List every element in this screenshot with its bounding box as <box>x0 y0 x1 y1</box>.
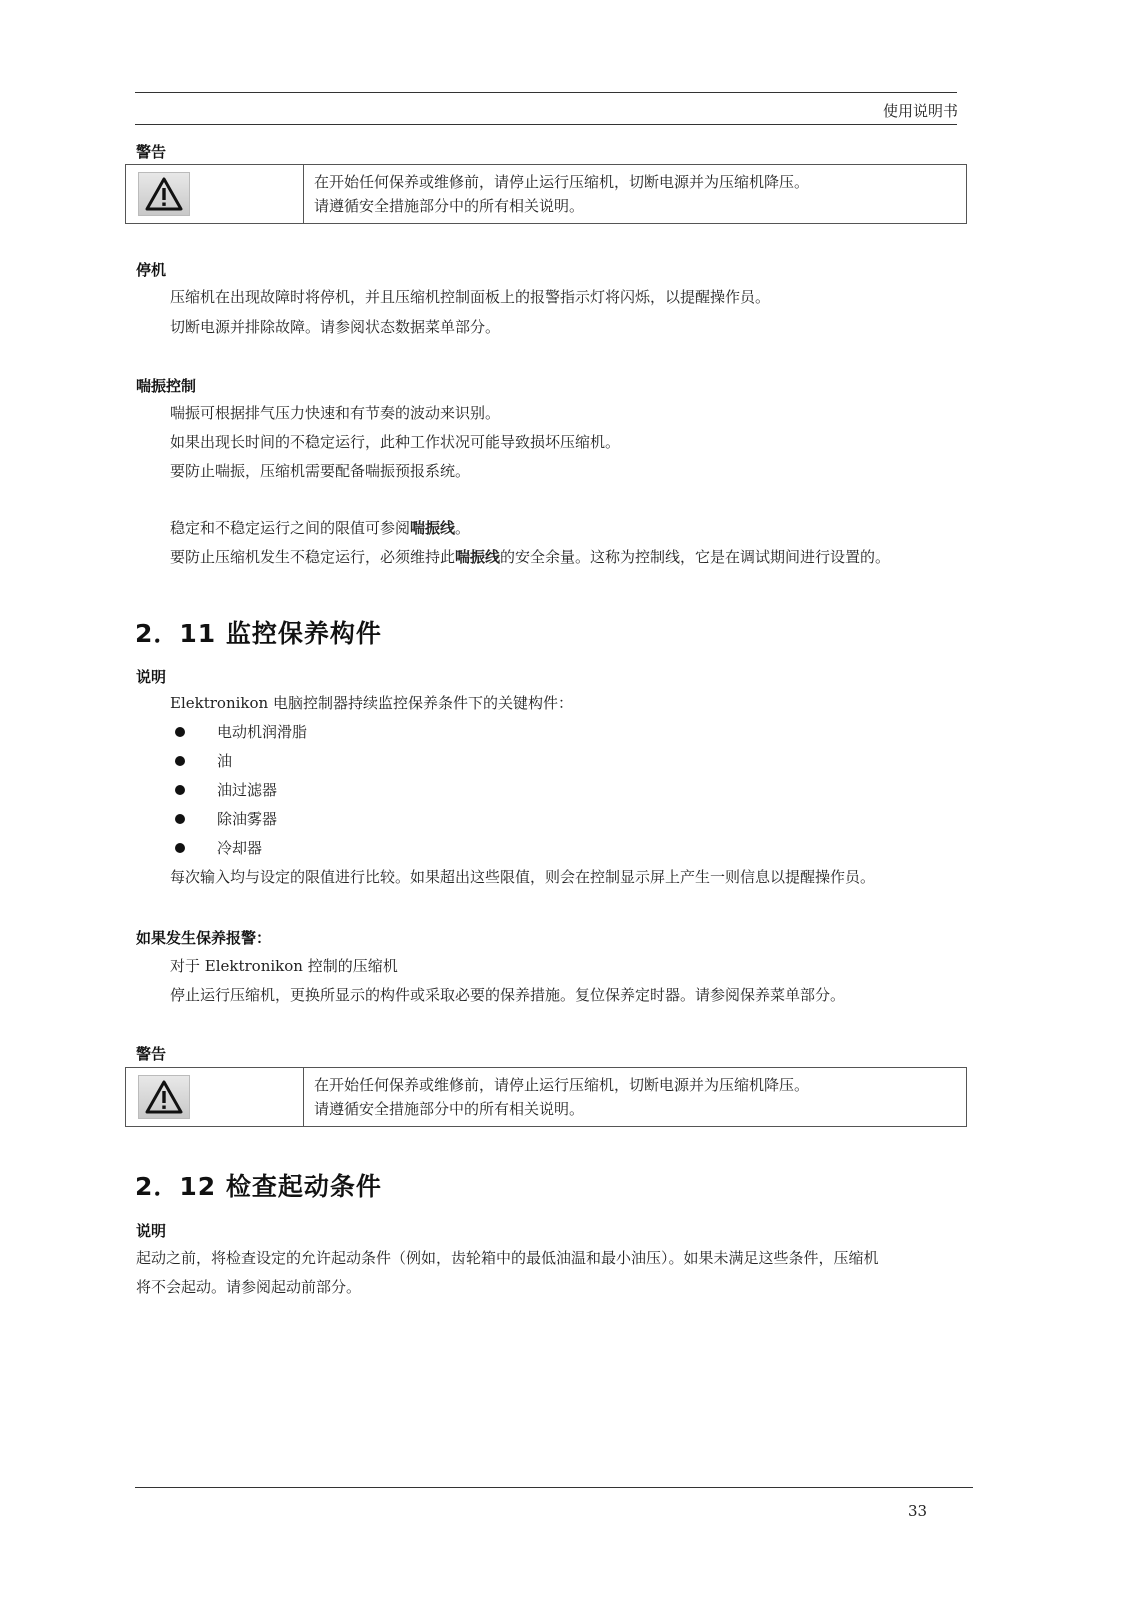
surge-title: 喘振控制 <box>136 377 197 395</box>
warning-triangle-icon <box>138 1075 190 1119</box>
list-item <box>175 809 277 829</box>
shutdown-line-1: 压缩机在出现故障时将停机，并且压缩机控制面板上的报警指示灯将闪烁，以提醒操作员。 <box>170 288 771 306</box>
maintenance-alarm-line-1: 对于 Elektronikon 控制的压缩机 <box>170 957 398 975</box>
warning-line-2: 请遵循安全措施部分中的所有相关说明。 <box>314 197 585 215</box>
warning-triangle-icon <box>138 172 190 216</box>
warning-icon-cell <box>126 165 304 223</box>
list-item <box>175 838 262 858</box>
surge-line-4 <box>170 518 470 538</box>
warning-line-1: 在开始任何保养或维修前，请停止运行压缩机，切断电源并为压缩机降压。 <box>314 173 810 191</box>
section-2-11-desc-label: 说明 <box>136 668 167 686</box>
warning-icon-cell <box>126 1068 304 1126</box>
section-2-11-heading: 2．11 监控保养构件 <box>135 619 382 648</box>
section-2-11-intro: Elektronikon 电脑控制器持续监控保养条件下的关键构件： <box>170 694 573 712</box>
list-item <box>175 751 232 771</box>
list-item-text: 油 <box>217 752 233 770</box>
warning-label: 警告 <box>136 1045 167 1063</box>
surge-line-5 <box>170 547 890 567</box>
warning-text-cell <box>304 165 966 223</box>
header-bottom-rule <box>135 124 957 125</box>
section-2-12-heading: 2．12 检查起动条件 <box>135 1172 382 1201</box>
surge-line-4-pre: 稳定和不稳定运行之间的限值可参阅 <box>170 519 411 537</box>
section-2-12-desc-label: 说明 <box>136 1222 167 1240</box>
list-item <box>175 722 307 742</box>
bullet-icon <box>175 814 185 824</box>
section-2-12-line-1: 起动之前，将检查设定的允许起动条件（例如，齿轮箱中的最低油温和最小油压）。如果未满足这些条件，压缩机 <box>136 1249 879 1267</box>
list-item <box>175 780 277 800</box>
warning-text-cell <box>304 1068 966 1126</box>
bullet-icon <box>175 785 185 795</box>
list-item-text: 冷却器 <box>217 839 263 857</box>
surge-line-4-post: 。 <box>455 519 471 537</box>
surge-line-1: 喘振可根据排气压力快速和有节奏的波动来识别。 <box>170 404 501 422</box>
shutdown-line-2: 切断电源并排除故障。请参阅状态数据菜单部分。 <box>170 318 501 336</box>
section-2-12-line-2: 将不会起动。请参阅起动前部分。 <box>136 1278 362 1296</box>
surge-line-2: 如果出现长时间的不稳定运行，此种工作状况可能导致损坏压缩机。 <box>170 433 621 451</box>
list-item-text: 除油雾器 <box>217 810 278 828</box>
bullet-icon <box>175 843 185 853</box>
warning-label: 警告 <box>136 143 167 161</box>
bullet-icon <box>175 756 185 766</box>
surge-line-emphasis: 喘振线 <box>410 519 456 537</box>
warning-line-1: 在开始任何保养或维修前，请停止运行压缩机，切断电源并为压缩机降压。 <box>314 1076 810 1094</box>
footer-rule <box>135 1487 973 1488</box>
warning-box <box>125 164 967 224</box>
shutdown-title: 停机 <box>136 261 167 279</box>
header-top-rule <box>135 92 957 93</box>
maintenance-alarm-label: 如果发生保养报警： <box>136 929 272 947</box>
surge-line-3: 要防止喘振，压缩机需要配备喘振预报系统。 <box>170 462 471 480</box>
surge-line-5-post: 的安全余量。这称为控制线，它是在调试期间进行设置的。 <box>500 548 891 566</box>
list-item-text: 油过滤器 <box>217 781 278 799</box>
surge-line-emphasis-2: 喘振线 <box>455 548 501 566</box>
list-item-text: 电动机润滑脂 <box>217 723 308 741</box>
warning-box <box>125 1067 967 1127</box>
surge-line-5-pre: 要防止压缩机发生不稳定运行，必须维持此 <box>170 548 456 566</box>
page-number: 33 <box>908 1502 928 1520</box>
header-title: 使用说明书 <box>882 102 958 120</box>
section-2-11-after: 每次输入均与设定的限值进行比较。如果超出这些限值，则会在控制显示屏上产生一则信息以提醒操作员。 <box>170 868 876 886</box>
warning-line-2: 请遵循安全措施部分中的所有相关说明。 <box>314 1100 585 1118</box>
bullet-icon <box>175 727 185 737</box>
maintenance-alarm-line-2: 停止运行压缩机，更换所显示的构件或采取必要的保养措施。复位保养定时器。请参阅保养菜单部分。 <box>170 986 846 1004</box>
